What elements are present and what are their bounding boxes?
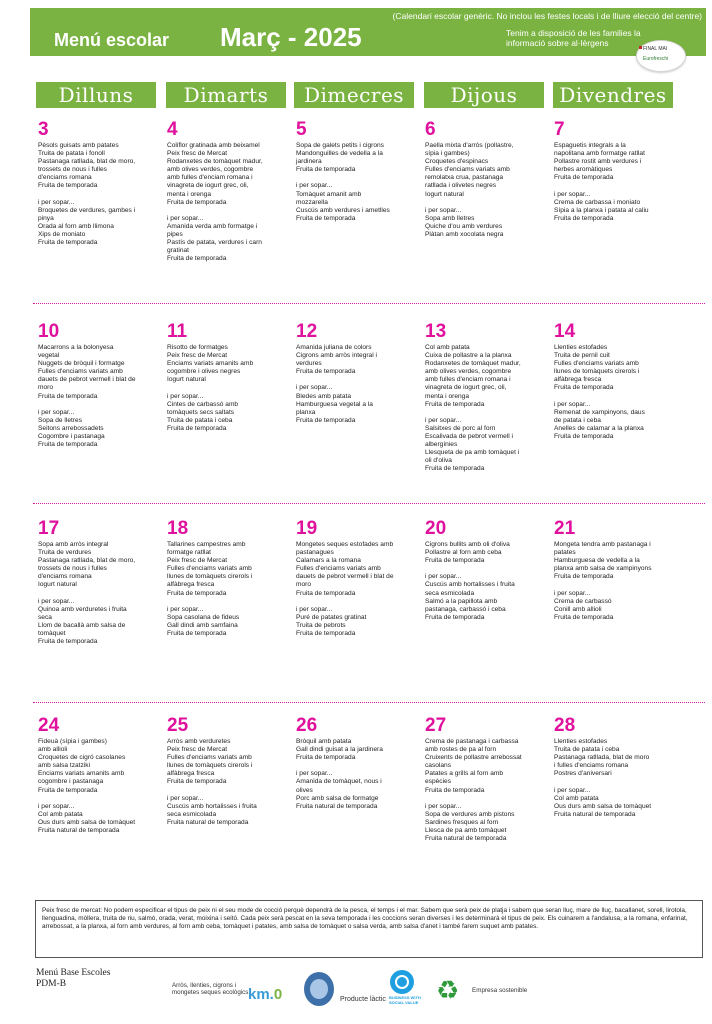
day-cell [167, 120, 291, 263]
day-cell [554, 322, 678, 441]
fish-footnote: Peix fresc de mercat: No podem especificar el tipus de peix ni el seu mode de cocció perquè dependrà de la pesca, el temps i el mar. Sabem que serà peix de platja i sabem que seran lluç, mare de lluç, bacallanet, sorell, lirotola, llenguadina, mòllera, truita de riu, salmó, orada, verat, moixina i seitó. Cada peix serà pescat en la seva temporada i les coccions seran diverses i les determinarà el tipus de peix. Els cuinarem a l'andalusa, a la romana, enfarinat, arrebossat, a la planxa, al forn amb verdures, al forn amb ceba, tomàquet i patates, amb salsa de tomàquet o salsa verda, amb salsa d'anet i també farem suquet amb patates. [35, 900, 703, 958]
day-number: 17 [38, 518, 60, 539]
day-menu: Crema de pastanaga i carbassa amb rostes de pa al forn Cruixents de pollastre arrebossat casolans Patates a grills al forn amb espècies Fruita de temporada i per sopar... Sopa de verdures amb pistons Sardines fresques al forn Llesca de pa amb tomàquet Fruita natural de temporada [425, 738, 522, 843]
day-cell [38, 716, 162, 835]
day-cell [167, 519, 291, 638]
day-header-monday: Dilluns [36, 82, 156, 108]
day-cell [38, 322, 162, 449]
day-cell [425, 322, 549, 474]
day-menu: Llenties estofades Truita de pernil cuit Fulles d'enciams variats amb llunes de tomàquets cirerols i alfàbrega fresca Fruita de temporada i per sopar... Remenat de xampinyons, daus de patata i ceba Anelles de calamar a la planxa Fruita de temporada [554, 344, 645, 441]
day-header-tuesday: Dimarts [166, 82, 286, 108]
day-menu: Col amb patata Cuixa de pollastre a la planxa Rodanxetes de tomàquet madur, amb olives verdes, cogombre amb fulles d'enciam romana i vinagreta de iogurt grec, oli, menta i orenga Fruita de temporada i per sopar... Salsitxes de porc al forn Escalivada de pebrot vermell i albergínies Llesqueta de pa amb tomàquet i oli d'oliva Fruita de temporada [425, 344, 521, 473]
day-menu: Mongetes seques estofades amb pastanagues Calamars a la romana Fulles d'enciams variats amb dauets de pebrot vermell i blat de moro Fruita de temporada i per sopar... Puré de patates gratinat Truita de pebrots Fruita de temporada [296, 541, 394, 638]
calendar-note: (Calendari escolar genèric. No inclou les festes locals i de lliure elecció del centre) [392, 11, 702, 21]
day-menu: Arròs amb verduretes Peix fresc de Mercat Fulles d'enciams variats amb llunes de tomàquets cirerols i alfàbrega fresca Fruita de temporada i per sopar... Cuscús amb hortalisses i fruita seca esmicolada Fruita natural de temporada [167, 738, 257, 826]
social-value-label: BUSINESS WITH SOCIAL VALUE [389, 995, 421, 1005]
day-number: 19 [296, 518, 318, 539]
day-cell [554, 519, 678, 622]
day-number: 10 [38, 321, 60, 342]
day-number: 11 [167, 321, 188, 342]
day-number: 21 [554, 518, 576, 539]
day-header-wednesday: Dimecres [294, 82, 414, 108]
day-cell [425, 519, 549, 622]
day-menu: Cigrons bullits amb oli d'oliva Pollastre al forn amb ceba Fruita de temporada i per sopar... Cuscús amb hortalisses i fruita seca esmicolada Salmó a la papillota amb pastanaga, carbassó i ceba Fruita de temporada [425, 541, 515, 621]
day-cell [167, 322, 291, 433]
day-cell [38, 519, 162, 646]
day-number: 6 [425, 119, 436, 140]
social-value-icon [390, 970, 414, 994]
day-menu: Llenties estofades Truita de patata i ceba Pastanaga ratllada, blat de moro i fulles d'enciams romana Postres d'aniversari i per sopar... Col amb patata Ous durs amb salsa de tomàquet Fruita natural de temporada [554, 738, 652, 818]
header-banner [30, 8, 706, 56]
day-menu: Coliflor gratinada amb beixamel Peix fresc de Mercat Rodanxetes de tomàquet madur, amb olives verdes, cogombre amb fulles d'enciam romana i vinagreta de iogurt grec, oli, menta i orenga Fruita de temporada i per sopar... Amanida verda amb formatge i pipes Pastís de patata, verdures i carn gratinat Fruita de temporada [167, 142, 263, 263]
day-number: 7 [554, 119, 565, 140]
sustainable-label: Empresa sostenible [472, 987, 528, 994]
day-header-thursday: Dijous [424, 82, 544, 108]
eurofreschi-logo: FINAL MAI Eurofreschi [636, 40, 686, 72]
day-header-friday: Divendres [553, 82, 673, 108]
day-menu: Macarrons a la bolonyesa vegetal Nuggets de bròquil i formatge Fulles d'enciams variats amb dauets de pebrot vermell i blat de moro Fruita de temporada i per sopar... Sopa de lletres Seitons arrebossadets Cogombre i pastanaga Fruita de temporada [38, 344, 136, 449]
menu-code: Menú Base Escoles PDM-B [36, 968, 111, 989]
day-number: 25 [167, 715, 189, 736]
allergen-note: Tenim a disposició de les families la informació sobre al·lèrgens [506, 28, 641, 48]
month-title: Març - 2025 [220, 22, 362, 52]
day-cell [554, 120, 678, 223]
day-menu: Bròquil amb patata Gall dindi guisat a la jardinera Fruita de temporada i per sopar... Amanida de tomàquet, nous i olives Porc amb salsa de formatge Fruita natural de temporada [296, 738, 383, 810]
day-cell [296, 716, 420, 811]
day-cell [38, 120, 162, 247]
day-menu: Pèsols guisats amb patates Truita de patata i fonoll Pastanaga ratllada, blat de moro, trossets de nous i fulles d'enciams romana Fruita de temporada i per sopar... Broquetes de verdures, gambes i pinya Orada al forn amb llimona Xips de moniato Fruita de temporada [38, 142, 136, 247]
day-cell [425, 716, 549, 843]
day-cell [554, 716, 678, 819]
page-title: Menú escolar [54, 30, 170, 50]
day-number: 5 [296, 119, 307, 140]
day-number: 13 [425, 321, 447, 342]
day-menu: Risotto de formatges Peix fresc de Mercat Enciams variats amanits amb cogombre i olives negres Iogurt natural i per sopar... Cintes de carbassó amb tomàquets secs saltats Truita de patata i ceba Fruita de temporada [167, 344, 254, 432]
week-separator [33, 503, 705, 504]
day-number: 3 [38, 119, 49, 140]
day-number: 20 [425, 518, 447, 539]
day-number: 24 [38, 715, 60, 736]
km0-logo: km.0 [248, 986, 283, 1003]
day-menu: Amanida juliana de colors Cigrons amb arròs integral i verdures Fruita de temporada i per sopar... Bledes amb patata Hamburguesa vegetal a la planxa Fruita de temporada [296, 344, 377, 424]
flag-icon [639, 46, 642, 49]
dairy-logo-icon [304, 972, 334, 1006]
dairy-label: Producte làctic [340, 996, 386, 1003]
recycle-icon: ♻ [436, 975, 460, 1005]
day-cell [296, 120, 420, 223]
day-cell [425, 120, 549, 239]
day-number: 12 [296, 321, 318, 342]
day-number: 28 [554, 715, 576, 736]
day-cell [167, 716, 291, 827]
day-menu: Sopa amb arròs integral Truita de verdures Pastanaga ratllada, blat de moro, trossets de nous i fulles d'enciams romana Iogurt natural i per sopar... Quinoa amb verduretes i fruita seca Llom de bacallà amb salsa de tomàquet Fruita de temporada [38, 541, 136, 646]
day-number: 18 [167, 518, 189, 539]
day-menu: Mongeta tendra amb pastanaga i patates Hamburguesa de vedella a la planxa amb salsa de xampinyons Fruita de temporada i per sopar... Crema de carbassó Conill amb allioli Fruita de temporada [554, 541, 652, 621]
day-menu: Sopa de galets petits i cigrons Mandonguilles de vedella a la jardinera Fruita de temporada i per sopar... Tomàquet amanit amb mozzarella Cuscús amb verdures i ametlles Fruita de temporada [296, 142, 390, 222]
week-separator [33, 303, 705, 304]
day-cell [296, 322, 420, 425]
day-cell [296, 519, 420, 638]
day-number: 27 [425, 715, 447, 736]
organic-legumes-note: Arròs, llenties, cigrons i mongetes seques ecològics. [172, 982, 251, 997]
day-menu: Fideuà (sípia i gambes) amb allioli Croquetes de cigró casolanes amb salsa tzatziki Enciams variats amanits amb cogombre i pastanaga Fruita de temporada i per sopar... Col amb patata Ous durs amb salsa de tomàquet Fruita natural de temporada [38, 738, 136, 835]
day-menu: Tallarines campestres amb formatge ratllat Peix fresc de Mercat Fulles d'enciams variats amb llunes de tomàquets cirerols i alfàbrega fresca Fruita de temporada i per sopar... Sopa casolana de fideus Gall dindi amb samfaina Fruita de temporada [167, 541, 253, 638]
day-number: 14 [554, 321, 576, 342]
day-menu: Paella mixta d'arròs (pollastre, sípia i gambes) Croquetes d'espinacs Fulles d'enciams variats amb remolatxa crua, pastanaga ratllada i olivetes negres Iogurt natural i per sopar... Sopa amb lletres Quiche d'ou amb verdures Plàtan amb xocolata negra [425, 142, 514, 239]
day-number: 4 [167, 119, 178, 140]
day-menu: Espaguetis integrals a la napolitana amb formatge ratllat Pollastre rostit amb verdures i herbes aromàtiques Fruita de temporada i per sopar... Crema de carbassa i moniato Sípia a la planxa i patata al caliu Fruita de temporada [554, 142, 649, 222]
day-number: 26 [296, 715, 318, 736]
week-separator [33, 702, 705, 703]
